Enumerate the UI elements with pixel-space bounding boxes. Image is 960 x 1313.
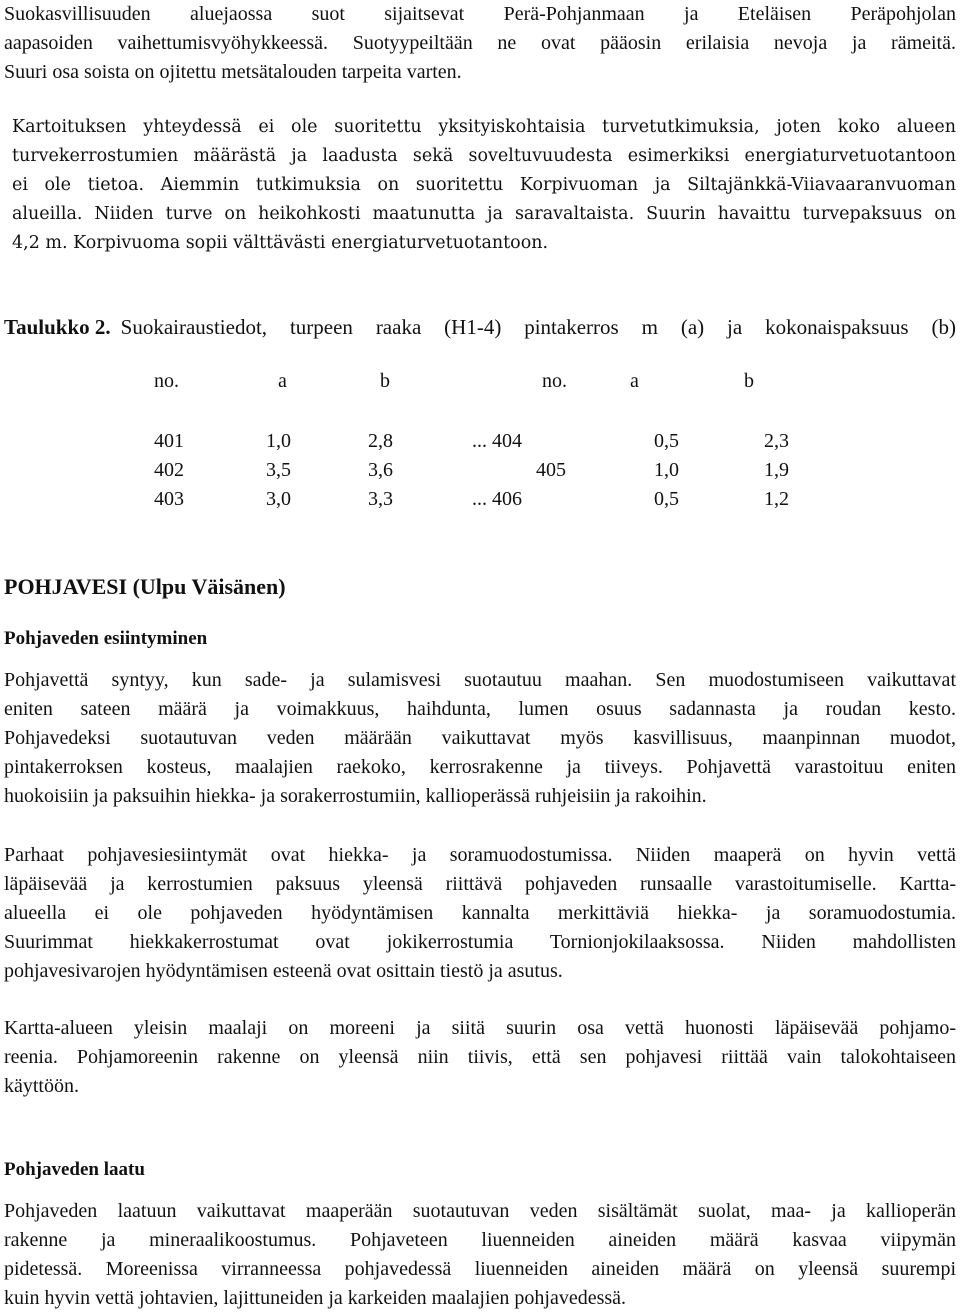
text-line: Suokasvillisuuden aluejaossa suot sijaitsevat Perä-Pohjanmaan ja Eteläisen Peräpohjolan bbox=[4, 3, 956, 25]
table-cell: 1,0 bbox=[266, 430, 291, 452]
table-cell: ... 404 bbox=[472, 430, 522, 452]
table-cell: 3,0 bbox=[266, 488, 291, 510]
text-line: Pohjaveden laatuun vaikuttavat maaperään suotautuvan veden sisältämät suolat, maa- ja kallioperän bbox=[4, 1200, 956, 1222]
table-caption-text: Suokairaustiedot, turpeen raaka (H1-4) pintakerros m (a) ja kokonaispaksuus (b) bbox=[120, 315, 956, 339]
text-line: Suuri osa soista on ojitettu metsätalouden tarpeita varten. bbox=[4, 61, 462, 83]
table-header: no. bbox=[542, 370, 567, 392]
paragraph-best-deposits bbox=[4, 841, 956, 986]
table-header: a bbox=[278, 370, 287, 392]
table-cell: 1,0 bbox=[654, 459, 679, 481]
paragraph-groundwater-quality bbox=[4, 1197, 956, 1313]
subheading-groundwater-occurrence: Pohjaveden esiintyminen bbox=[4, 628, 208, 649]
text-line: pintakerroksen kosteus, maalajien raekoko, kerrosrakenne ja tiiveys. Pohjavettä varastoituu eniten bbox=[4, 756, 956, 778]
table-cell: 403 bbox=[154, 488, 184, 510]
text-line: huokoisiin ja paksuihin hiekka- ja sorakerrostumiin, kallioperässä ruhjeisiin ja rakoihin. bbox=[4, 785, 707, 807]
text-line: Pohjavettä syntyy, kun sade- ja sulamisvesi suotautuu maahan. Sen muodostumiseen vaikuttavat bbox=[4, 669, 956, 691]
table-caption bbox=[4, 313, 956, 342]
text-line: rakenne ja mineraalikoostumus. Pohjaveteen liuenneiden aineiden määrä kasvaa viipymän bbox=[4, 1229, 956, 1251]
text-line: alueella ei ole pohjaveden hyödyntämisen kannalta merkittäviä hiekka- ja soramuodostumia. bbox=[4, 902, 956, 924]
text-line: eniten sateen määrä ja voimakkuus, haihdunta, lumen osuus sadannasta ja roudan kesto. bbox=[4, 698, 956, 720]
table-header: a bbox=[630, 370, 639, 392]
text-line: kuin hyvin vettä johtavien, lajittuneiden ja karkeiden maalajien pohjavedessä. bbox=[4, 1287, 627, 1309]
text-line: Kartoituksen yhteydessä ei ole suoritettu yksityiskohtaisia turvetutkimuksia, joten koko alueen bbox=[12, 117, 956, 137]
text-line: läpäisevää ja kerrostumien paksuus yleensä riittävä pohjaveden runsaalle varastoitumiselle. Kartta- bbox=[4, 873, 956, 895]
text-line: Suurimmat hiekkakerrostumat ovat jokikerrostumia Tornionjokilaaksossa. Niiden mahdollisten bbox=[4, 931, 956, 953]
paragraph-vegetation bbox=[4, 0, 956, 87]
table-cell: 405 bbox=[536, 459, 566, 481]
text-line: alueilla. Niiden turve on heikohkosti maatunutta ja saravaltaista. Suurin havaittu turvepaksuus on bbox=[12, 204, 956, 224]
text-line: 4,2 m. Korpivuoma sopii välttävästi energiaturvetuotantoon. bbox=[12, 233, 549, 253]
section-title: POHJAVESI (Ulpu Väisänen) bbox=[4, 574, 286, 599]
text-line: Pohjavedeksi suotautuvan veden määrään vaikuttavat myös kasvillisuus, maanpinnan muodot, bbox=[4, 727, 956, 749]
table-header: b bbox=[380, 370, 390, 392]
table-cell: 3,5 bbox=[266, 459, 291, 481]
table-cell: 402 bbox=[154, 459, 184, 481]
paragraph-peat-survey bbox=[12, 113, 956, 258]
subheading-groundwater-quality: Pohjaveden laatu bbox=[4, 1159, 145, 1180]
table-caption-label: Taulukko 2. bbox=[4, 315, 111, 339]
table-cell: 401 bbox=[154, 430, 184, 452]
text-line: Parhaat pohjavesiesiintymät ovat hiekka- ja soramuodostumissa. Niiden maaperä on hyvin vettä bbox=[4, 844, 956, 866]
text-line: aapasoiden vaihettumisvyöhykkeessä. Suotyypeiltään ne ovat pääosin erilaisia nevoja ja rämeitä. bbox=[4, 32, 956, 54]
text-line: ei ole tietoa. Aiemmin tutkimuksia on suoritettu Korpivuoman ja Siltajänkkä-Viiavaaranvuoman bbox=[12, 175, 956, 195]
table-cell: 2,3 bbox=[764, 430, 789, 452]
text-line: käyttöön. bbox=[4, 1075, 79, 1097]
text-line: pohjavesivarojen hyödyntämisen esteenä ovat osittain tiestö ja asutus. bbox=[4, 960, 563, 982]
paragraph-groundwater-formation bbox=[4, 666, 956, 811]
table-cell: 1,9 bbox=[764, 459, 789, 481]
table-cell: 1,2 bbox=[764, 488, 789, 510]
text-line: pidetessä. Moreenissa virranneessa pohjavedessä liuenneiden aineiden määrä on yleensä suurempi bbox=[4, 1258, 956, 1280]
table-header: no. bbox=[154, 370, 179, 392]
table-header: b bbox=[744, 370, 754, 392]
text-line: Kartta-alueen yleisin maalaji on moreeni ja siitä suurin osa vettä huonosti läpäisevää pohjamo- bbox=[4, 1017, 956, 1039]
table-cell: 2,8 bbox=[368, 430, 393, 452]
paragraph-moraine bbox=[4, 1014, 956, 1101]
table-cell: 0,5 bbox=[654, 430, 679, 452]
table-cell: ... 406 bbox=[472, 488, 522, 510]
text-line: reenia. Pohjamoreenin rakenne on yleensä niin tiivis, että sen pohjavesi riittää vain talokohtaiseen bbox=[4, 1046, 956, 1068]
table-cell: 0,5 bbox=[654, 488, 679, 510]
text-line: turvekerrostumien määrästä ja laadusta sekä soveltuvuudesta esimerkiksi energiaturvetuotantoon bbox=[12, 146, 956, 166]
table-cell: 3,3 bbox=[368, 488, 393, 510]
table-cell: 3,6 bbox=[368, 459, 393, 481]
